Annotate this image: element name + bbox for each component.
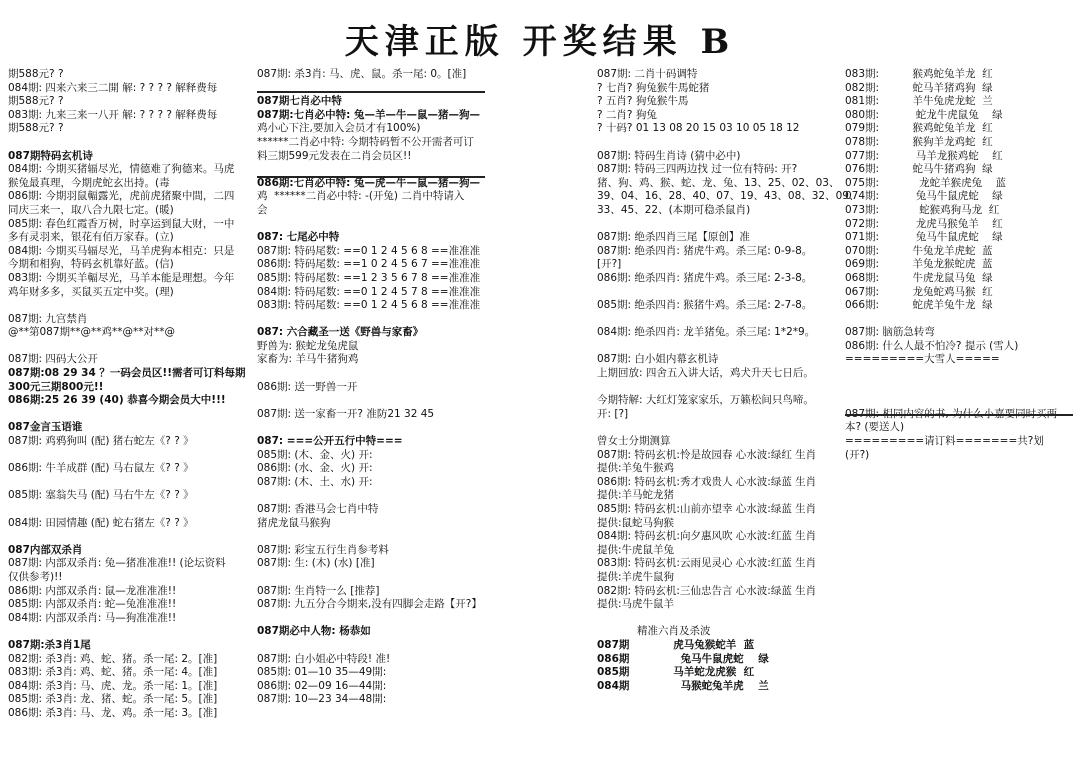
text-line: 猪、狗、鸡、猴、蛇、龙、兔、13、25、02、03、 xyxy=(597,176,840,189)
text-line: ******二肖必中特: 今期特码暂不公开需者可订 xyxy=(257,135,474,148)
text-line xyxy=(8,136,248,150)
text-line: 期588元? ? xyxy=(8,68,64,80)
text-line: 084期: 今期买猪辐尽光，情德难了狗德来。马虎 xyxy=(8,163,235,176)
text-line: 087期 虎马兔猴蛇羊 蓝 xyxy=(597,638,755,651)
text-line: 086期: 送一野兽一开 xyxy=(257,380,358,393)
text-line: 料三期599元发表在二肖会员区!! xyxy=(257,149,412,162)
text-line: 084期: 内部双杀肖: 马—狗准准准!! xyxy=(8,611,177,624)
text-line: 081期: 羊牛兔虎龙蛇 兰 xyxy=(845,95,993,108)
text-line: 期588元? ? xyxy=(8,122,64,135)
text-line: 083期: 猴鸡蛇兔羊龙 红 xyxy=(845,68,993,80)
text-line xyxy=(257,367,489,381)
text-line: 087期: 内部双杀肖: 兔—猪准准准!! (论坛资料 xyxy=(8,557,226,570)
text-line: 086期: (水、金、火) 开: xyxy=(257,462,373,475)
text-line: 上期回放: 四舍五入讲大话，鸡犬升天七日后。 xyxy=(597,367,814,380)
text-line: 082期: 特码玄机:三仙忠告言 心水波:绿蓝 生肖 xyxy=(597,584,817,597)
text-line: 087期: 特码尾数: ==0 1 2 4 5 6 8 ==准准准 xyxy=(257,244,481,257)
text-line: 085期: 01—10 35—49開: xyxy=(257,666,387,679)
text-line xyxy=(257,82,489,96)
text-line xyxy=(597,286,833,300)
text-line: 084期 马猴蛇兔羊虎 兰 xyxy=(597,679,769,692)
text-line: @**第087期**@**鸡**@**对**@ xyxy=(8,326,176,339)
text-line: 087期: 香港马会七肖中特 xyxy=(257,503,379,515)
text-line xyxy=(257,218,489,232)
text-line: 068期: 牛虎龙鼠马兔 绿 xyxy=(845,271,993,284)
text-line: 087期: 特码生肖诗 (猜中必中) xyxy=(597,149,741,162)
text-line: 087期: 特码玄机:怜是故园春 心水波:绿红 生肖 xyxy=(597,448,817,461)
text-line xyxy=(257,394,489,408)
text-line: 070期: 牛兔龙羊虎蛇 蓝 xyxy=(845,244,993,257)
text-line: 曾女士分期测算 xyxy=(597,435,671,448)
text-line: =========请订料=======共?划 xyxy=(845,435,1044,448)
text-line: 087期:08 29 34 ？一码会员区!!需者可订料每期 xyxy=(8,367,246,380)
text-line: 今期和相狗，特码玄机靠好蓝。(信) xyxy=(8,258,174,271)
text-line: 提供:牛虎鼠羊兔 xyxy=(597,543,675,556)
text-line: 会 xyxy=(257,203,268,216)
text-line: 069期: 羊兔龙猴蛇虎 蓝 xyxy=(845,258,993,271)
text-line: 086期: 02—09 16—44開: xyxy=(257,679,387,692)
text-line: 076期: 蛇马牛猪鸡狗 绿 xyxy=(845,163,993,176)
text-line xyxy=(8,476,248,490)
text-line: 084期: 今期买马辐尽光，马羊虎狗本相克：只是 xyxy=(8,244,235,257)
text-line xyxy=(597,218,833,232)
text-line: 087期: 脑筋急转弯 xyxy=(845,326,935,339)
text-line: 086期: 牛羊成群 (配) 马右鼠左《? ? 》 xyxy=(8,462,194,475)
text-line: 086期: 特码玄机:秀才戏贵人 心水波:绿蓝 生肖 xyxy=(597,475,817,488)
text-line: 085期: 特码尾数: ==1 2 3 5 6 7 8 ==准准准 xyxy=(257,271,481,284)
column-2 xyxy=(257,68,489,707)
text-line: 087期: 绝杀四肖三尾【原创】准 xyxy=(597,231,750,244)
text-line: 087: 六合藏圣一送《野兽与家畜》 xyxy=(257,326,424,339)
text-line: ? 五肖? 狗兔猴牛馬 xyxy=(597,95,689,108)
text-line: 075期: 龙蛇羊猴虎兔 蓝 xyxy=(845,176,1006,189)
text-line xyxy=(845,381,1077,395)
text-line: 072期: 龙虎马猴兔羊 红 xyxy=(845,217,1003,230)
text-line: 086期: 杀3肖: 马、龙、鸡。杀一尾: 3。[准] xyxy=(8,706,218,719)
text-line: 084期: 杀3肖: 马、虎、龙。杀一尾: 1。[准] xyxy=(8,679,218,692)
text-line: 今期特解: 大红灯笼家家乐，万籁松间只鸟啼。 xyxy=(597,394,814,407)
text-line xyxy=(257,421,489,435)
text-line: 提供:马虎牛鼠羊 xyxy=(597,598,675,611)
text-line: 083期: 今期买羊輻尽光，马羊本能是理想。今年 xyxy=(8,271,235,284)
text-line: 085期: 特码玄机:山前亦望幸 心水波:绿蓝 生肖 xyxy=(597,503,817,515)
text-line: 鸡年财多多，买鼠买五定中奖。(理) xyxy=(8,285,174,298)
text-line: 071期: 兔马牛鼠虎蛇 绿 xyxy=(845,231,1003,244)
text-line: 猴兔最真理，今期虎蛇玄出持。(毒 xyxy=(8,176,170,189)
text-line: 087期: 白小姐必中特段! 准! xyxy=(257,652,391,665)
text-line: 085期: 内部双杀肖: 蛇—兔准准准!! xyxy=(8,598,177,611)
text-line xyxy=(845,313,1077,327)
text-line: 39、04、16、28、40、07、19、43、08、32、09、 xyxy=(597,190,860,203)
text-line: 野兽为: 猴蛇龙兔虎鼠 xyxy=(257,339,359,352)
text-line: 086期: 特码尾数: ==1 0 2 4 5 6 7 ==准准准 xyxy=(257,258,481,271)
text-line: 期588元? ? xyxy=(8,95,64,108)
text-line: 087期: 生: (木) (水) [准] xyxy=(257,557,375,570)
text-line: 087期: 鸡鸦狗叫 (配) 猪右蛇左《? ? 》 xyxy=(8,435,194,448)
text-line: 087期: 特码三四两边找 过一位有特码: 开? xyxy=(597,163,798,176)
text-line xyxy=(8,449,248,463)
text-line: 084期: 田园情趣 (配) 蛇右猪左《? ? 》 xyxy=(8,516,194,529)
text-line: 087期: 送一家畜一开? 准防21 32 45 xyxy=(257,407,435,420)
text-line: 087金言玉语谁 xyxy=(8,421,83,434)
text-line: 087期: 10—23 34—48開: xyxy=(257,693,387,706)
text-line xyxy=(8,299,248,313)
text-line: 087期: 生肖特一么 [推荐] xyxy=(257,584,380,597)
text-line: 087期七肖必中特 xyxy=(257,95,342,108)
text-line: 提供:羊兔牛猴鸡 xyxy=(597,462,675,475)
text-line: 087期: 九宫禁肖 xyxy=(8,312,88,325)
divider-1 xyxy=(257,91,485,93)
text-line: 087期: 九五分合今期来,没有四脚会走路【开?】 xyxy=(257,598,482,611)
text-line: 086期 兔马牛鼠虎蛇 绿 xyxy=(597,652,769,665)
column-1 xyxy=(8,68,248,721)
text-line: 开: [?] xyxy=(597,407,629,420)
text-line: 086期: 绝杀四肖: 猪虎牛鸡。杀三尾: 2-3-8。 xyxy=(597,271,813,284)
text-line: 084期: 四来六来三二開 解: ? ? ? ? 解释费每 xyxy=(8,81,218,94)
text-line xyxy=(257,571,489,585)
page-title: 天津正版 开奖结果 B xyxy=(344,22,736,62)
text-line: 33、45、22、(本期可稳杀鼠肖) xyxy=(597,203,751,216)
text-line xyxy=(597,421,833,435)
text-line: ? 二肖? 狗兔 xyxy=(597,108,657,121)
text-line: 猪虎龙鼠马猴狗 xyxy=(257,516,331,529)
text-line xyxy=(845,394,1077,408)
text-line: 085期: (木、金、火) 开: xyxy=(257,448,373,461)
text-line: 083期: 九来三来一八开 解: ? ? ? ? 解释费每 xyxy=(8,108,218,121)
text-line: (开?) xyxy=(845,448,870,461)
text-line: 083期: 杀3肖: 鸡、蛇、猪。杀一尾: 4。[准] xyxy=(8,666,218,679)
text-line: 087: 七尾必中特 xyxy=(257,231,340,244)
text-line: 提供:鼠蛇马狗猴 xyxy=(597,516,675,529)
text-line: 087内部双杀肖 xyxy=(8,543,83,556)
text-line: 087期: 杀3肖: 马、虎、鼠。杀一尾: 0。[准] xyxy=(257,68,467,80)
text-line: 079期: 猴鸡蛇兔羊龙 红 xyxy=(845,122,993,135)
text-line: 085期 马羊蛇龙虎猴 红 xyxy=(597,666,755,679)
text-line: 087期: 二肖十码调特 xyxy=(597,68,698,80)
text-line: 082期: 杀3肖: 鸡、蛇、猪。杀一尾: 2。[准] xyxy=(8,652,218,665)
text-line: 074期: 兔马牛鼠虎蛇 绿 xyxy=(845,190,1003,203)
text-line xyxy=(597,313,833,327)
divider-2 xyxy=(257,176,485,178)
text-line: 家畜为: 羊马牛猪狗鸡 xyxy=(257,353,359,366)
text-line: 087期: 彩宝五行生肖参考料 xyxy=(257,543,389,556)
text-line xyxy=(257,489,489,503)
text-line: 083期: 特码尾数: ==0 1 2 4 5 6 8 ==准准准 xyxy=(257,299,481,312)
text-line: 087期特码玄机诗 xyxy=(8,149,93,162)
text-line xyxy=(8,340,248,354)
text-line xyxy=(597,340,833,354)
column-3 xyxy=(597,68,860,693)
text-line xyxy=(257,163,489,177)
text-line xyxy=(257,313,489,327)
text-line: 085期: 塞翁失马 (配) 马右牛左《? ? 》 xyxy=(8,489,194,502)
text-line: 087期: 四码大公开 xyxy=(8,353,98,366)
text-line xyxy=(257,530,489,544)
text-line: 085期: 杀3肖: 龙、猪、蛇。杀一尾: 5。[准] xyxy=(8,693,218,706)
text-line: 077期: 马羊龙猴鸡蛇 红 xyxy=(845,149,1003,162)
text-line xyxy=(8,503,248,517)
text-line: 084期: 特码尾数: ==0 1 2 4 5 7 8 ==准准准 xyxy=(257,285,481,298)
text-line: 087期必中人物: 杨恭如 xyxy=(257,625,371,638)
text-line xyxy=(845,367,1077,381)
text-line: 鸡小心下注,要加入会员才有100%) xyxy=(257,122,421,135)
text-line: 073期: 蛇猴鸡狗马龙 红 xyxy=(845,203,1000,216)
text-line: 同庆三来一，取八合九限七定。(暖) xyxy=(8,203,174,216)
text-line xyxy=(257,612,489,626)
text-line: 086期: 什么人最不怕冷? 提示 (雪人) xyxy=(845,339,1019,352)
text-line xyxy=(597,612,833,626)
text-line: 鸡 ******二肖必中特: -(开兔) 二肖中特请入 xyxy=(257,190,465,203)
text-line: 300元三期800元!! xyxy=(8,380,104,393)
text-line: 087期: 绝杀四肖: 猪虎牛鸡。杀三尾: 0-9-8。 xyxy=(597,244,813,257)
text-line: 085期: 春色红霞香万树，时享运到鼠大财，一中 xyxy=(8,217,235,230)
text-line xyxy=(257,639,489,653)
text-line: ? 十码? 01 13 08 20 15 03 10 05 18 12 xyxy=(597,122,800,135)
text-line: 086期: 今期羽鼠輻露光，虎前虎猪聚中間，二四 xyxy=(8,190,235,203)
text-line: 066期: 蛇虎羊兔牛龙 绿 xyxy=(845,299,993,312)
text-line: 085期: 绝杀四肖: 猴猪牛鸡。杀三尾: 2-7-8。 xyxy=(597,299,813,312)
text-line: 提供:羊马蛇龙猪 xyxy=(597,489,675,502)
text-line: 082期: 蛇马羊猪鸡狗 绿 xyxy=(845,81,993,94)
column-4 xyxy=(845,68,1077,462)
text-line: 精准六肖及杀波 xyxy=(597,625,711,638)
text-line: 084期: 特码玄机:向夕惠风吹 心水波:红蓝 生肖 xyxy=(597,530,817,543)
text-line: 080期: 蛇龙牛虎鼠兔 绿 xyxy=(845,108,1003,121)
text-line xyxy=(597,136,833,150)
text-line: 086期:七肖必中特: 兔—虎—牛—鼠—猪—狗— xyxy=(257,176,480,189)
text-line: 078期: 猴狗羊龙鸡蛇 红 xyxy=(845,135,993,148)
text-line: 多有灵羽来，银花有佰万家春。(立) xyxy=(8,231,174,244)
text-line: 提供:羊虎牛鼠狗 xyxy=(597,570,675,583)
text-line: 084期: 绝杀四肖: 龙羊猪兔。杀三尾: 1*2*9。 xyxy=(597,326,816,339)
text-line xyxy=(8,408,248,422)
text-line: 083期: 特码玄机:云雨见灵心 心水波:红蓝 生肖 xyxy=(597,557,817,570)
text-line: ? 七肖? 狗兔猴牛馬蛇猪 xyxy=(597,81,710,94)
text-line: 086期: 内部双杀肖: 鼠—龙准准准!! xyxy=(8,584,177,597)
divider-3 xyxy=(845,414,1073,416)
text-line: 087: ===公开五行中特=== xyxy=(257,435,403,448)
text-line: 087期: (木、土、水) 开: xyxy=(257,475,373,488)
text-line: 087期: 相同内容的书, 为什么小嘉要同时买两 xyxy=(845,407,1058,420)
text-line: 086期:25 26 39 (40) 恭喜今期会员大中!!! xyxy=(8,394,226,407)
text-line xyxy=(8,530,248,544)
text-line xyxy=(8,625,248,639)
text-line: 087期:杀3肖1尾 xyxy=(8,638,91,651)
text-line: =========大雪人===== xyxy=(845,353,1000,366)
text-line: 仅供参考)!! xyxy=(8,570,63,583)
text-line: [开?] xyxy=(597,258,622,271)
text-line: 本? (要送人) xyxy=(845,421,905,434)
text-line: 087期:七肖必中特: 兔—羊—牛—鼠—猪—狗— xyxy=(257,108,480,121)
text-line: 087期: 白小姐内幕玄机诗 xyxy=(597,353,719,366)
text-line xyxy=(597,381,833,395)
text-line: 067期: 龙兔蛇鸡马猴 红 xyxy=(845,285,993,298)
